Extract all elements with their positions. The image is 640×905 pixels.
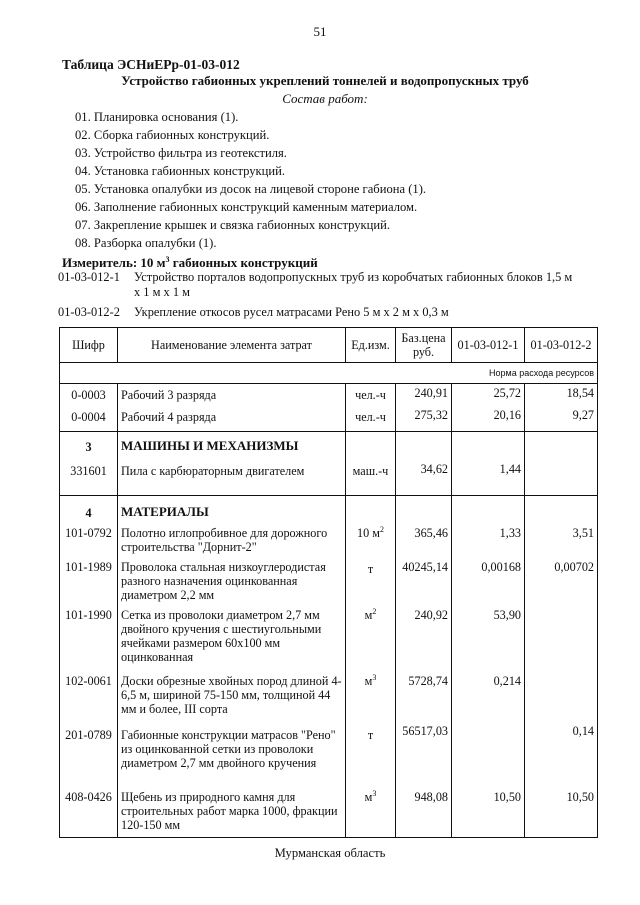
table-title: Таблица ЭСНиЕРр-01-03-012	[62, 57, 240, 72]
section-row	[60, 432, 598, 456]
code-description-cont: х 1 м х 1 м	[134, 285, 190, 299]
cell-cipher: 0-0003	[60, 384, 118, 404]
cell-unit: 10 $м^2$	[346, 524, 396, 560]
cell-name: Пила с карбюраторным двигателем	[118, 456, 346, 496]
section-title: МАТЕРИАЛЫ	[118, 496, 346, 524]
cell-price: 948,08	[396, 788, 452, 838]
work-item: 02. Сборка габионных конструкций.	[75, 128, 270, 142]
table-header-row	[60, 328, 598, 363]
cell-price: 56517,03	[396, 722, 452, 788]
norm-label: Норма расхода ресурсов	[60, 363, 598, 384]
cell-unit: $м^3$	[346, 672, 396, 722]
cell-unit: $м^2$	[346, 608, 396, 672]
cell-price: 5728,74	[396, 672, 452, 722]
header-price: Баз.цена руб.	[396, 328, 452, 363]
page-number: 51	[313, 24, 327, 39]
works-heading: Состав работ:	[282, 91, 368, 106]
work-item: 01. Планировка основания (1).	[75, 110, 239, 124]
cell-v1: 1,33	[452, 524, 525, 560]
cell-v1: 1,44	[452, 456, 525, 496]
table-row	[60, 608, 598, 672]
resource-table	[59, 327, 598, 838]
header-col2: 01-03-012-2	[525, 328, 598, 363]
cell-cipher: 201-0789	[60, 722, 118, 788]
code-description: 01-03-012-1 Устройство порталов водопропускных труб из коробчатых габионных блоков 1,5 м	[58, 270, 573, 284]
table-row	[60, 722, 598, 788]
header-col1: 01-03-012-1	[452, 328, 525, 363]
table-row	[60, 788, 598, 838]
code-id: 01-03-012-1	[58, 270, 120, 284]
cell-price: 34,62	[396, 456, 452, 496]
cell-cipher: 101-1990	[60, 608, 118, 672]
cell-v1: 20,16	[452, 404, 525, 432]
work-item: 08. Разборка опалубки (1).	[75, 236, 217, 250]
cell-v1: 25,72	[452, 384, 525, 404]
cell-name: Рабочий 3 разряда	[118, 384, 346, 404]
cell-v2: 0,00702	[525, 560, 598, 608]
work-item: 05. Установка опалубки из досок на лицевой стороне габиона (1).	[75, 182, 427, 196]
code-id: 01-03-012-2	[58, 305, 120, 319]
table-row	[60, 456, 598, 496]
cell-v2: 10,50	[525, 788, 598, 838]
header-name: Наименование элемента затрат	[118, 328, 346, 363]
cell-v1: 0,00168	[452, 560, 525, 608]
table-row	[60, 384, 598, 404]
cell-v1: 0,214	[452, 672, 525, 722]
cell-price: 240,92	[396, 608, 452, 672]
header-cipher: Шифр	[60, 328, 118, 363]
cell-price: 275,32	[396, 404, 452, 432]
cell-cipher: 101-0792	[60, 524, 118, 560]
header-unit: Ед.изм.	[346, 328, 396, 363]
cell-name: Полотно иглопробивное для дорожного строительства "Дорнит-2"	[118, 524, 346, 560]
cell-v2: 18,54	[525, 384, 598, 404]
work-item: 03. Устройство фильтра из геотекстиля.	[75, 146, 287, 160]
table-row	[60, 672, 598, 722]
cell-v2	[525, 608, 598, 672]
cell-unit: т	[346, 722, 396, 788]
footer-region: Мурманская область	[274, 846, 386, 860]
cell-name: Рабочий 4 разряда	[118, 404, 346, 432]
cell-price: 365,46	[396, 524, 452, 560]
cell-cipher: 102-0061	[60, 672, 118, 722]
cell-name: Сетка из проволоки диаметром 2,7 мм двойного кручения с шестиугольными ячейками размером 60х100 мм оцинкованная	[118, 608, 346, 672]
cell-v1	[452, 722, 525, 788]
cell-cipher: 101-1989	[60, 560, 118, 608]
cell-v1: 10,50	[452, 788, 525, 838]
work-item: 04. Установка габионных конструкций.	[75, 164, 286, 178]
cell-v2: 0,14	[525, 722, 598, 788]
table-row	[60, 524, 598, 560]
measure-unit: Измеритель: 10 $м^3$ габионных конструкций	[62, 255, 318, 270]
cell-name: Доски обрезные хвойных пород длиной 4-6,5 м, шириной 75-150 мм, толщиной 44 мм и более, III сорта	[118, 672, 346, 722]
section-number: 4	[60, 496, 118, 524]
cell-v2: 3,51	[525, 524, 598, 560]
work-item: 06. Заполнение габионных конструкций каменным материалом.	[75, 200, 418, 214]
cell-unit: чел.-ч	[346, 404, 396, 432]
cell-unit: $м^3$	[346, 788, 396, 838]
cell-cipher: 331601	[60, 456, 118, 496]
cell-name: Щебень из природного камня для строительных работ марка 1000, фракции 120-150 мм	[118, 788, 346, 838]
work-item: 07. Закрепление крышек и связка габионных конструкций.	[75, 218, 391, 232]
cell-name: Габионные конструкции матрасов "Рено" из оцинкованной сетки из проволоки диаметром 2,7 мм двойного кручения	[118, 722, 346, 788]
cell-v2	[525, 456, 598, 496]
code-description: 01-03-012-2 Укрепление откосов русел матрасами Рено 5 м х 2 м х 0,3 м	[58, 305, 449, 319]
table-row	[60, 560, 598, 608]
cell-unit: чел.-ч	[346, 384, 396, 404]
cell-cipher: 408-0426	[60, 788, 118, 838]
cell-cipher: 0-0004	[60, 404, 118, 432]
section-row	[60, 496, 598, 524]
cell-name: Проволока стальная низкоуглеродистая разного назначения оцинкованная диаметром 2,2 мм	[118, 560, 346, 608]
table-subtitle: Устройство габионных укреплений тоннелей и водопропускных труб	[121, 73, 529, 88]
cell-price: 240,91	[396, 384, 452, 404]
cell-price: 40245,14	[396, 560, 452, 608]
cell-v2: 9,27	[525, 404, 598, 432]
cell-v2	[525, 672, 598, 722]
cell-v1: 53,90	[452, 608, 525, 672]
cell-unit: маш.-ч	[346, 456, 396, 496]
cell-unit: т	[346, 560, 396, 608]
table-row	[60, 404, 598, 432]
section-number: 3	[60, 432, 118, 456]
section-title: МАШИНЫ И МЕХАНИЗМЫ	[118, 432, 346, 456]
norm-row	[60, 363, 598, 384]
